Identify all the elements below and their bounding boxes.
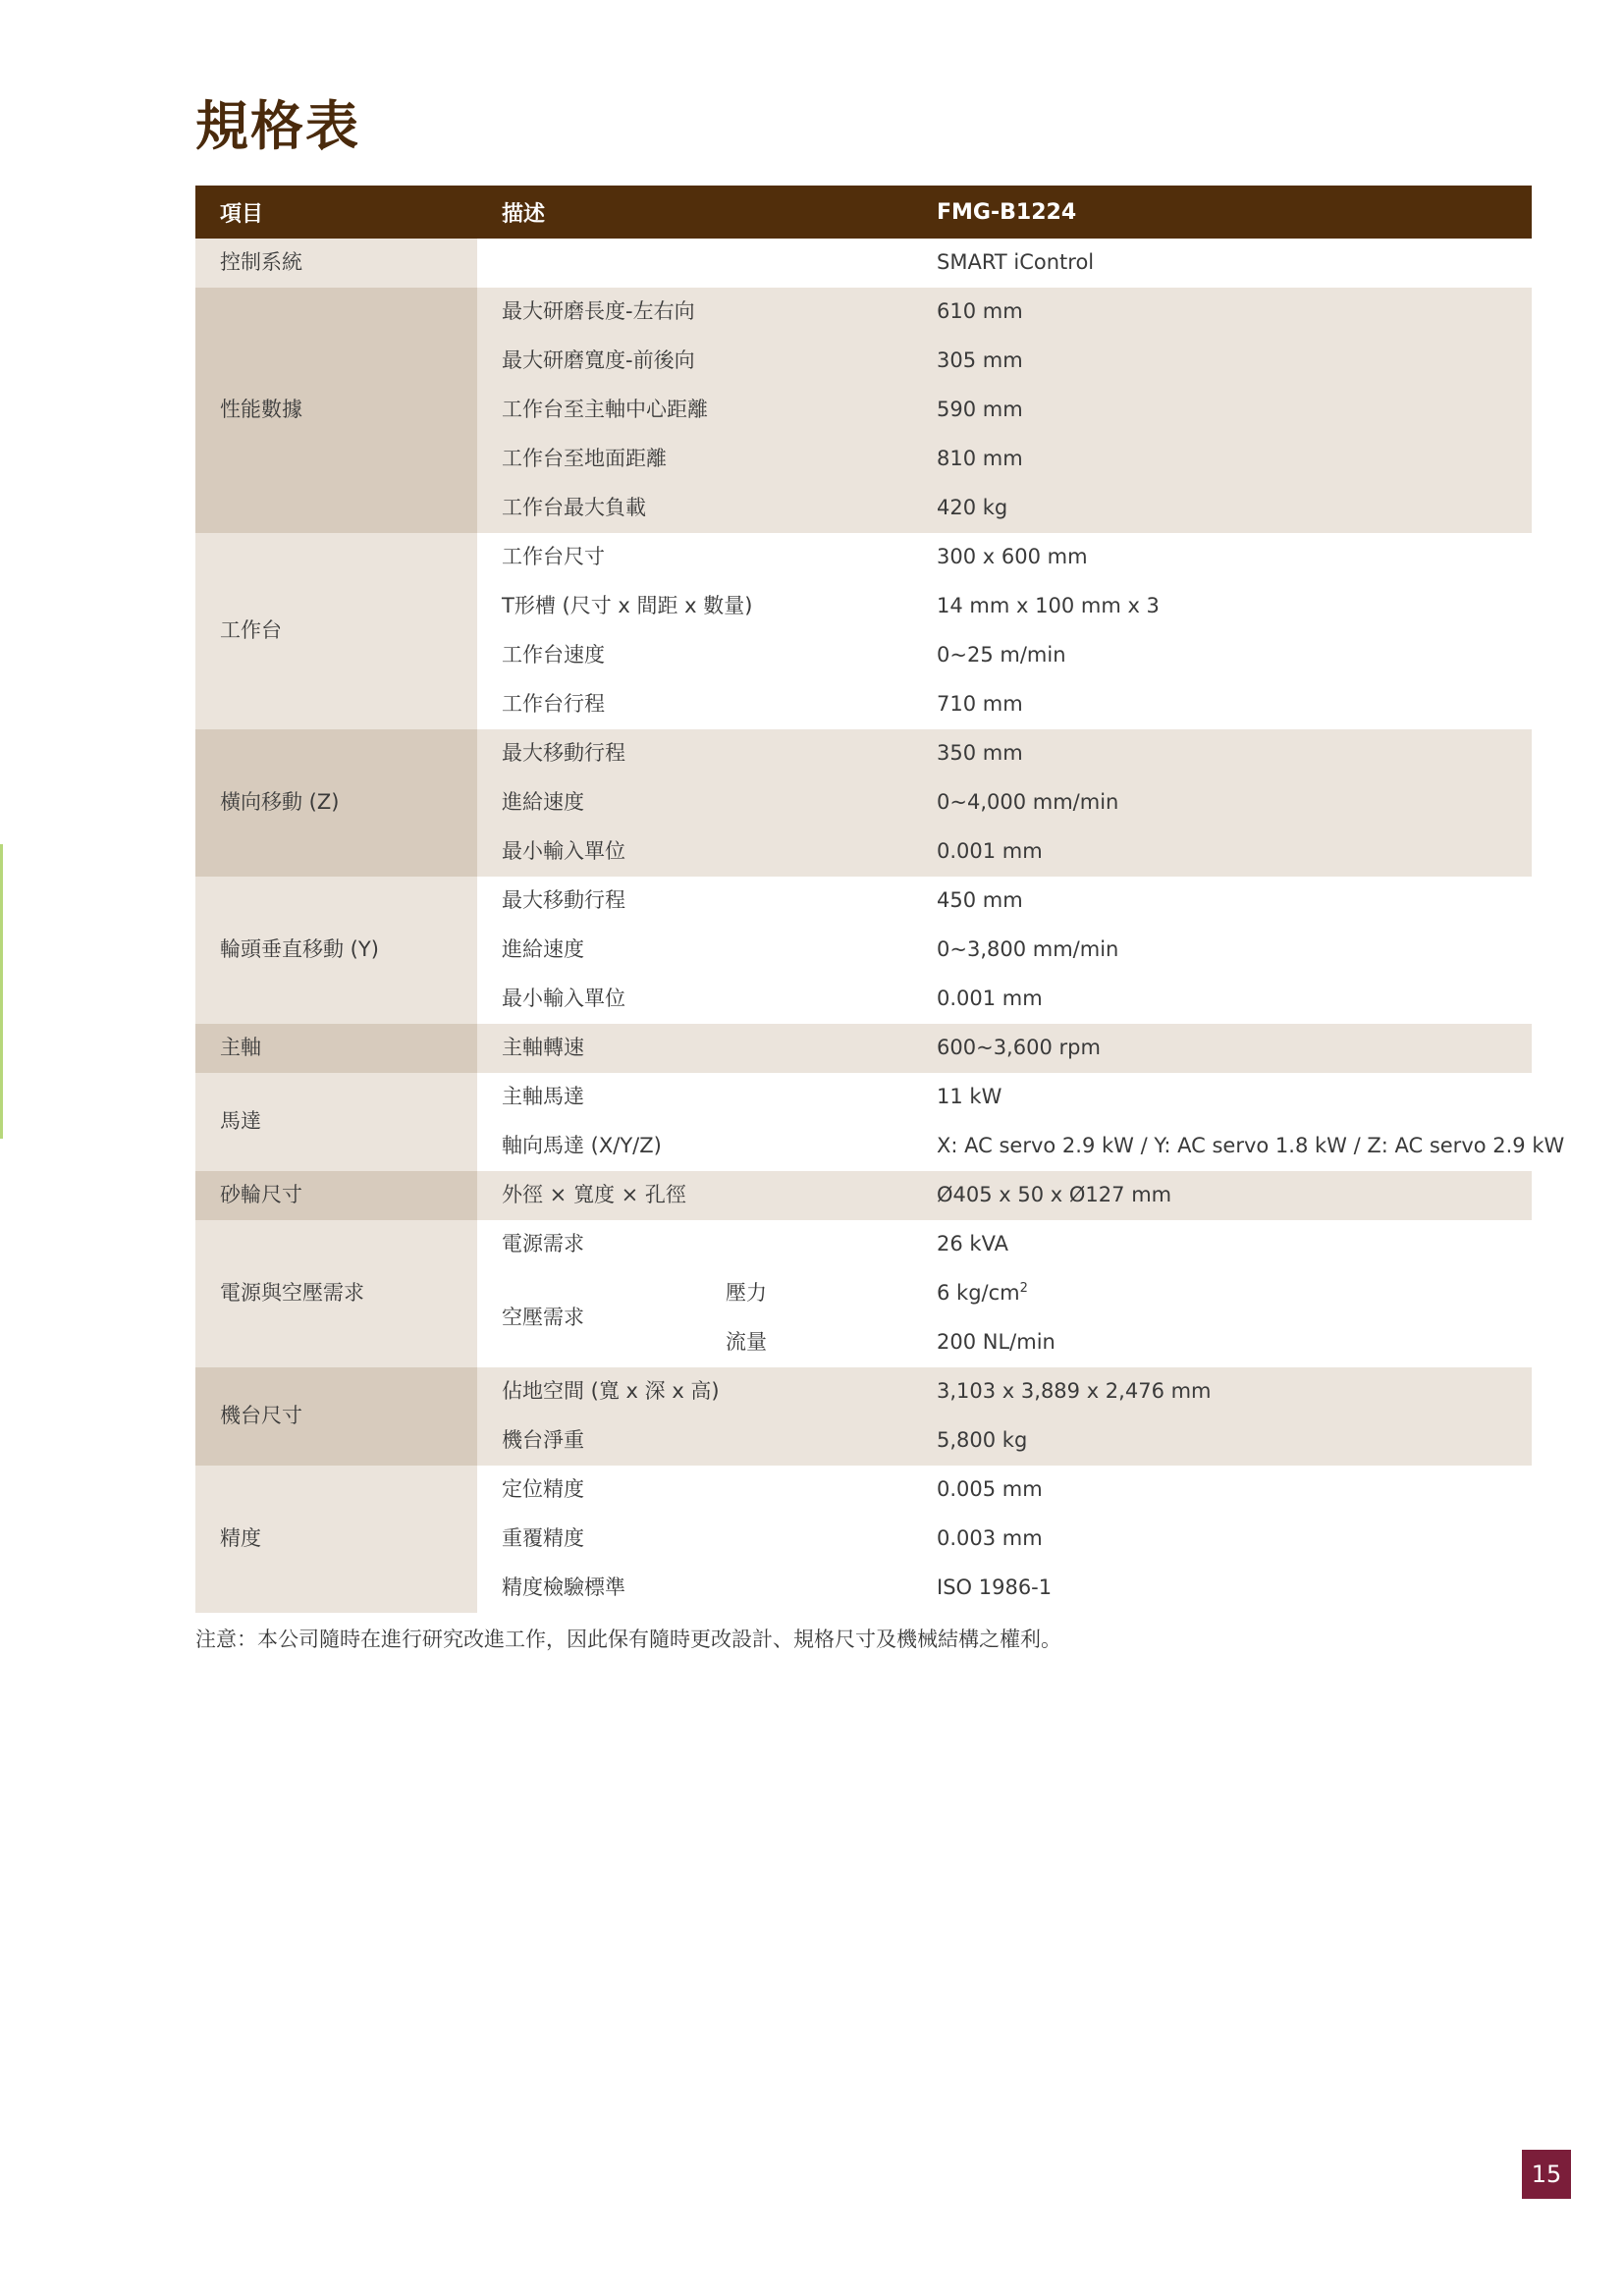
desc-cell: 最大移動行程 [477,877,912,926]
page-title: 規格表 [195,95,360,157]
desc-cell: 外徑 × 寬度 × 孔徑 [477,1171,912,1220]
category-table: 工作台 [195,533,477,729]
value-cell: 0~3,800 mm/min [912,926,1532,975]
value-cell: 0.005 mm [912,1466,1532,1515]
desc-cell: 工作台至地面距離 [477,435,912,484]
table-row [195,1220,1532,1269]
desc-cell: 工作台速度 [477,631,912,680]
desc-cell: 主軸馬達 [477,1073,912,1122]
desc-cell: 軸向馬達 (X/Y/Z) [477,1122,912,1171]
header-model: FMG-B1224 [912,186,1532,239]
desc-cell: 精度檢驗標準 [477,1564,912,1613]
value-cell: 600~3,600 rpm [912,1024,1532,1073]
category-spindle: 主軸 [195,1024,477,1073]
pressure-value: 6 kg/cm [937,1281,1020,1306]
desc-cell: 工作台尺寸 [477,533,912,582]
category-cross-z: 橫向移動 (Z) [195,729,477,877]
desc-cell: 最小輸入單位 [477,828,912,877]
table-row [195,1367,1532,1416]
desc-cell: 重覆精度 [477,1515,912,1564]
value-cell: 810 mm [912,435,1532,484]
value-cell: 200 NL/min [912,1318,1532,1367]
category-machine: 機台尺寸 [195,1367,477,1466]
value-cell: 0.001 mm [912,828,1532,877]
desc-cell: 最大研磨寬度-前後向 [477,337,912,386]
desc-cell: 電源需求 [477,1220,912,1269]
category-control: 控制系統 [195,239,477,288]
desc-cell: 空壓需求 [477,1269,716,1367]
sub-label-pressure: 壓力 [716,1269,912,1318]
value-cell: 300 x 600 mm [912,533,1532,582]
desc-cell: 最小輸入單位 [477,975,912,1024]
category-power: 電源與空壓需求 [195,1220,477,1367]
table-row [195,729,1532,778]
desc-cell: 主軸轉速 [477,1024,912,1073]
desc-cell: 工作台行程 [477,680,912,729]
category-accuracy: 精度 [195,1466,477,1613]
pressure-unit-exponent: 2 [1019,1281,1028,1297]
desc-cell: 進給速度 [477,926,912,975]
value-cell: 26 kVA [912,1220,1532,1269]
table-row [195,533,1532,582]
value-cell: 0.003 mm [912,1515,1532,1564]
value-cell: 710 mm [912,680,1532,729]
header-description: 描述 [477,186,912,239]
value-cell: 350 mm [912,729,1532,778]
table-row [195,877,1532,926]
value-cell: 305 mm [912,337,1532,386]
category-wheel: 砂輪尺寸 [195,1171,477,1220]
header-item: 項目 [195,186,477,239]
value-cell: 5,800 kg [912,1416,1532,1466]
table-row [195,1024,1532,1073]
table-row [195,1171,1532,1220]
value-cell: 11 kW [912,1073,1532,1122]
sub-label-flow: 流量 [716,1318,912,1367]
value-cell: Ø405 x 50 x Ø127 mm [912,1171,1532,1220]
spec-table [195,186,1565,1613]
value-cell: 0~4,000 mm/min [912,778,1532,828]
page-edge-mark [0,844,3,1139]
value-cell: 3,103 x 3,889 x 2,476 mm [912,1367,1532,1416]
value-cell: 450 mm [912,877,1532,926]
desc-cell: 最大移動行程 [477,729,912,778]
desc-cell: 工作台最大負載 [477,484,912,533]
desc-cell: 工作台至主軸中心距離 [477,386,912,435]
table-row [195,239,1532,288]
value-cell: 610 mm [912,288,1532,337]
category-vertical-y: 輪頭垂直移動 (Y) [195,877,477,1024]
table-row [195,1073,1532,1122]
disclaimer-note: 注意：本公司隨時在進行研究改進工作，因此保有隨時更改設計、規格尺寸及機械結構之權利。 [195,1628,1061,1651]
value-cell: ISO 1986-1 [912,1564,1532,1613]
table-row [195,288,1532,337]
desc-cell: T形槽 (尺寸 x 間距 x 數量) [477,582,912,631]
desc-cell [477,239,912,288]
value-cell: 14 mm x 100 mm x 3 [912,582,1532,631]
value-cell: SMART iControl [912,239,1532,288]
value-cell: 0~25 m/min [912,631,1532,680]
value-cell: X: AC servo 2.9 kW / Y: AC servo 1.8 kW / Z: AC servo 2.9 kW [912,1122,1532,1171]
value-cell [912,1269,1532,1318]
desc-cell: 機台淨重 [477,1416,912,1466]
desc-cell: 進給速度 [477,778,912,828]
desc-cell: 最大研磨長度-左右向 [477,288,912,337]
value-cell: 590 mm [912,386,1532,435]
desc-cell: 定位精度 [477,1466,912,1515]
category-motor: 馬達 [195,1073,477,1171]
page-number: 15 [1522,2150,1571,2199]
value-cell: 420 kg [912,484,1532,533]
table-row [195,1466,1532,1515]
category-performance: 性能數據 [195,288,477,533]
value-cell: 0.001 mm [912,975,1532,1024]
table-header-row [195,186,1532,239]
desc-cell: 佔地空間 (寬 x 深 x 高) [477,1367,912,1416]
